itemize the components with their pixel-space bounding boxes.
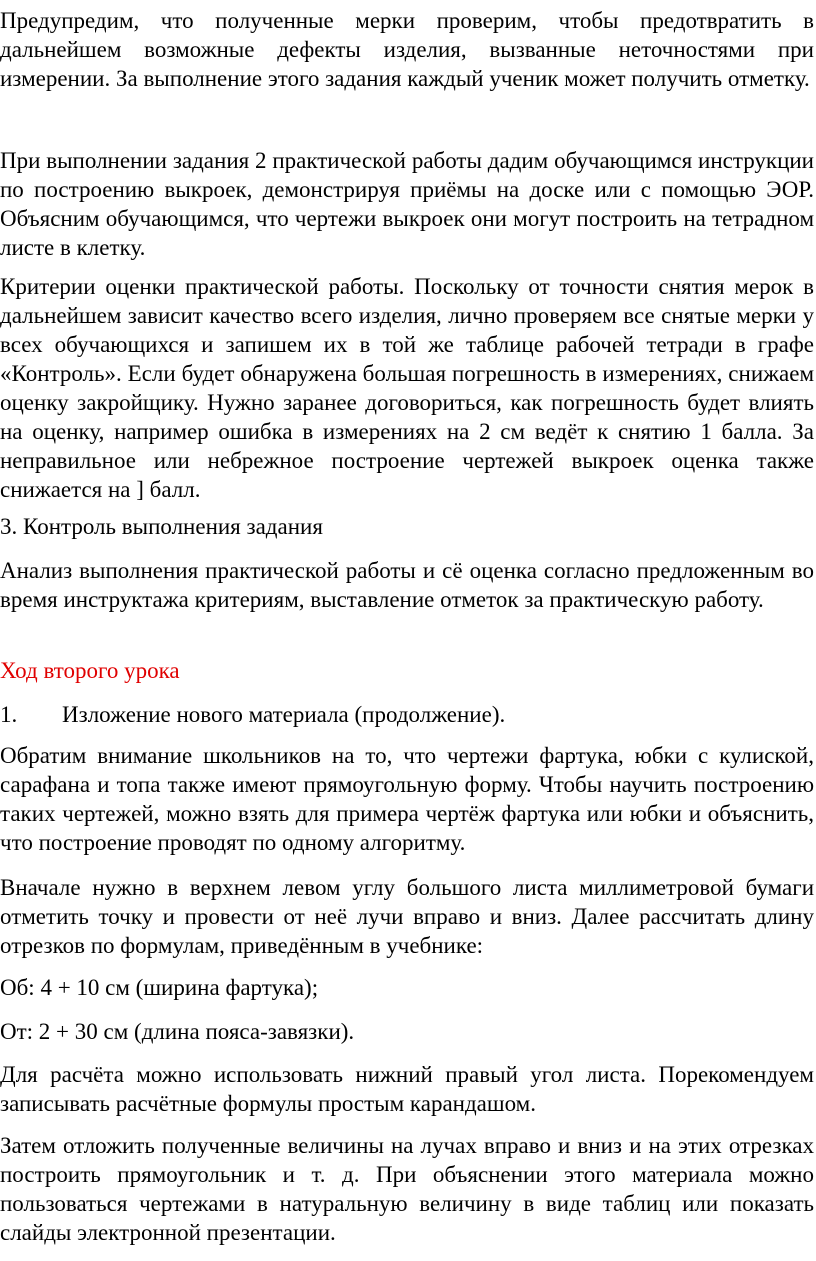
section-heading-control: 3. Контроль выполнения задания: [0, 514, 323, 539]
paragraph-measurements-check: Предупредим, что полученные мерки проверим, чтобы предотвратить в дальнейшем возможные дефекты изделия, вызванные неточностями при измерении. За выполнение этого задания каждый ученик может получить отметку.: [0, 8, 814, 91]
paragraph-rectangular-shape: Обратим внимание школьников на то, что чертежи фартука, юбки с кулиской, сарафана и топа также имеют прямоугольную форму. Чтобы научить построению таких чертежей, можно взять для примера чертёж фартука или юбки и объяснить, что построение проводят по одному алгоритму.: [0, 743, 814, 855]
paragraph-analysis: Анализ выполнения практической работы и сё оценка согласно предложенным во время инструктажа критериям, выставление отметок за практическую работу.: [0, 558, 814, 612]
list-item-text: Изложение нового материала (продолжение).: [62, 702, 506, 727]
paragraph-calculation-tip: Для расчёта можно использовать нижний правый угол листа. Порекомендуем записывать расчётные формулы простым карандашом.: [0, 1062, 814, 1116]
formula-belt-length: От: 2 + 30 см (длина пояса-завязки).: [0, 1019, 355, 1044]
list-number: 1.: [0, 702, 18, 727]
paragraph-build-rectangle: Затем отложить полученные величины на лучах вправо и вниз и на этих отрезках построить прямоугольник и т. д. При объяснении этого материала можно пользоваться чертежами в натуральную величину в виде таблиц или показать слайды электронной презентации.: [0, 1133, 814, 1245]
paragraph-evaluation-criteria: Критерии оценки практической работы. Поскольку от точности снятия мерок в дальнейшем зависит качество всего изделия, лично проверяем все снятые мерки у всех обучающихся и запишем их в той же таблице рабочей тетради в графе «Контроль». Если будет обнаружена большая погрешность в измерениях, снижаем оценку закройщику. Нужно заранее договориться, как погрешность будет влиять на оценку, например ошибка в измерениях на 2 см ведёт к снятию 1 балла. За неправильное или небрежное построение чертежей выкроек оценка также снижается на ] балл.: [0, 274, 814, 502]
paragraph-drafting-start: Вначале нужно в верхнем левом углу большого листа миллиметровой бумаги отметить точку и провести от неё лучи вправо и вниз. Далее рассчитать длину отрезков по формулам, приведённым в учебнике:: [0, 875, 814, 958]
numbered-item-new-material: [0, 700, 816, 729]
formula-apron-width: Об: 4 + 10 см (ширина фартука);: [0, 975, 319, 1000]
paragraph-task-2-instructions: При выполнении задания 2 практической работы дадим обучающимся инструкции по построению выкроек, демонстрируя приёмы на доске или с помощью ЭОР. Объясним обучающимся, что чертежи выкроек они могут построить на тетрадном листе в клетку.: [0, 148, 814, 260]
lesson-heading-second-lesson: Ход второго урока: [0, 658, 180, 683]
